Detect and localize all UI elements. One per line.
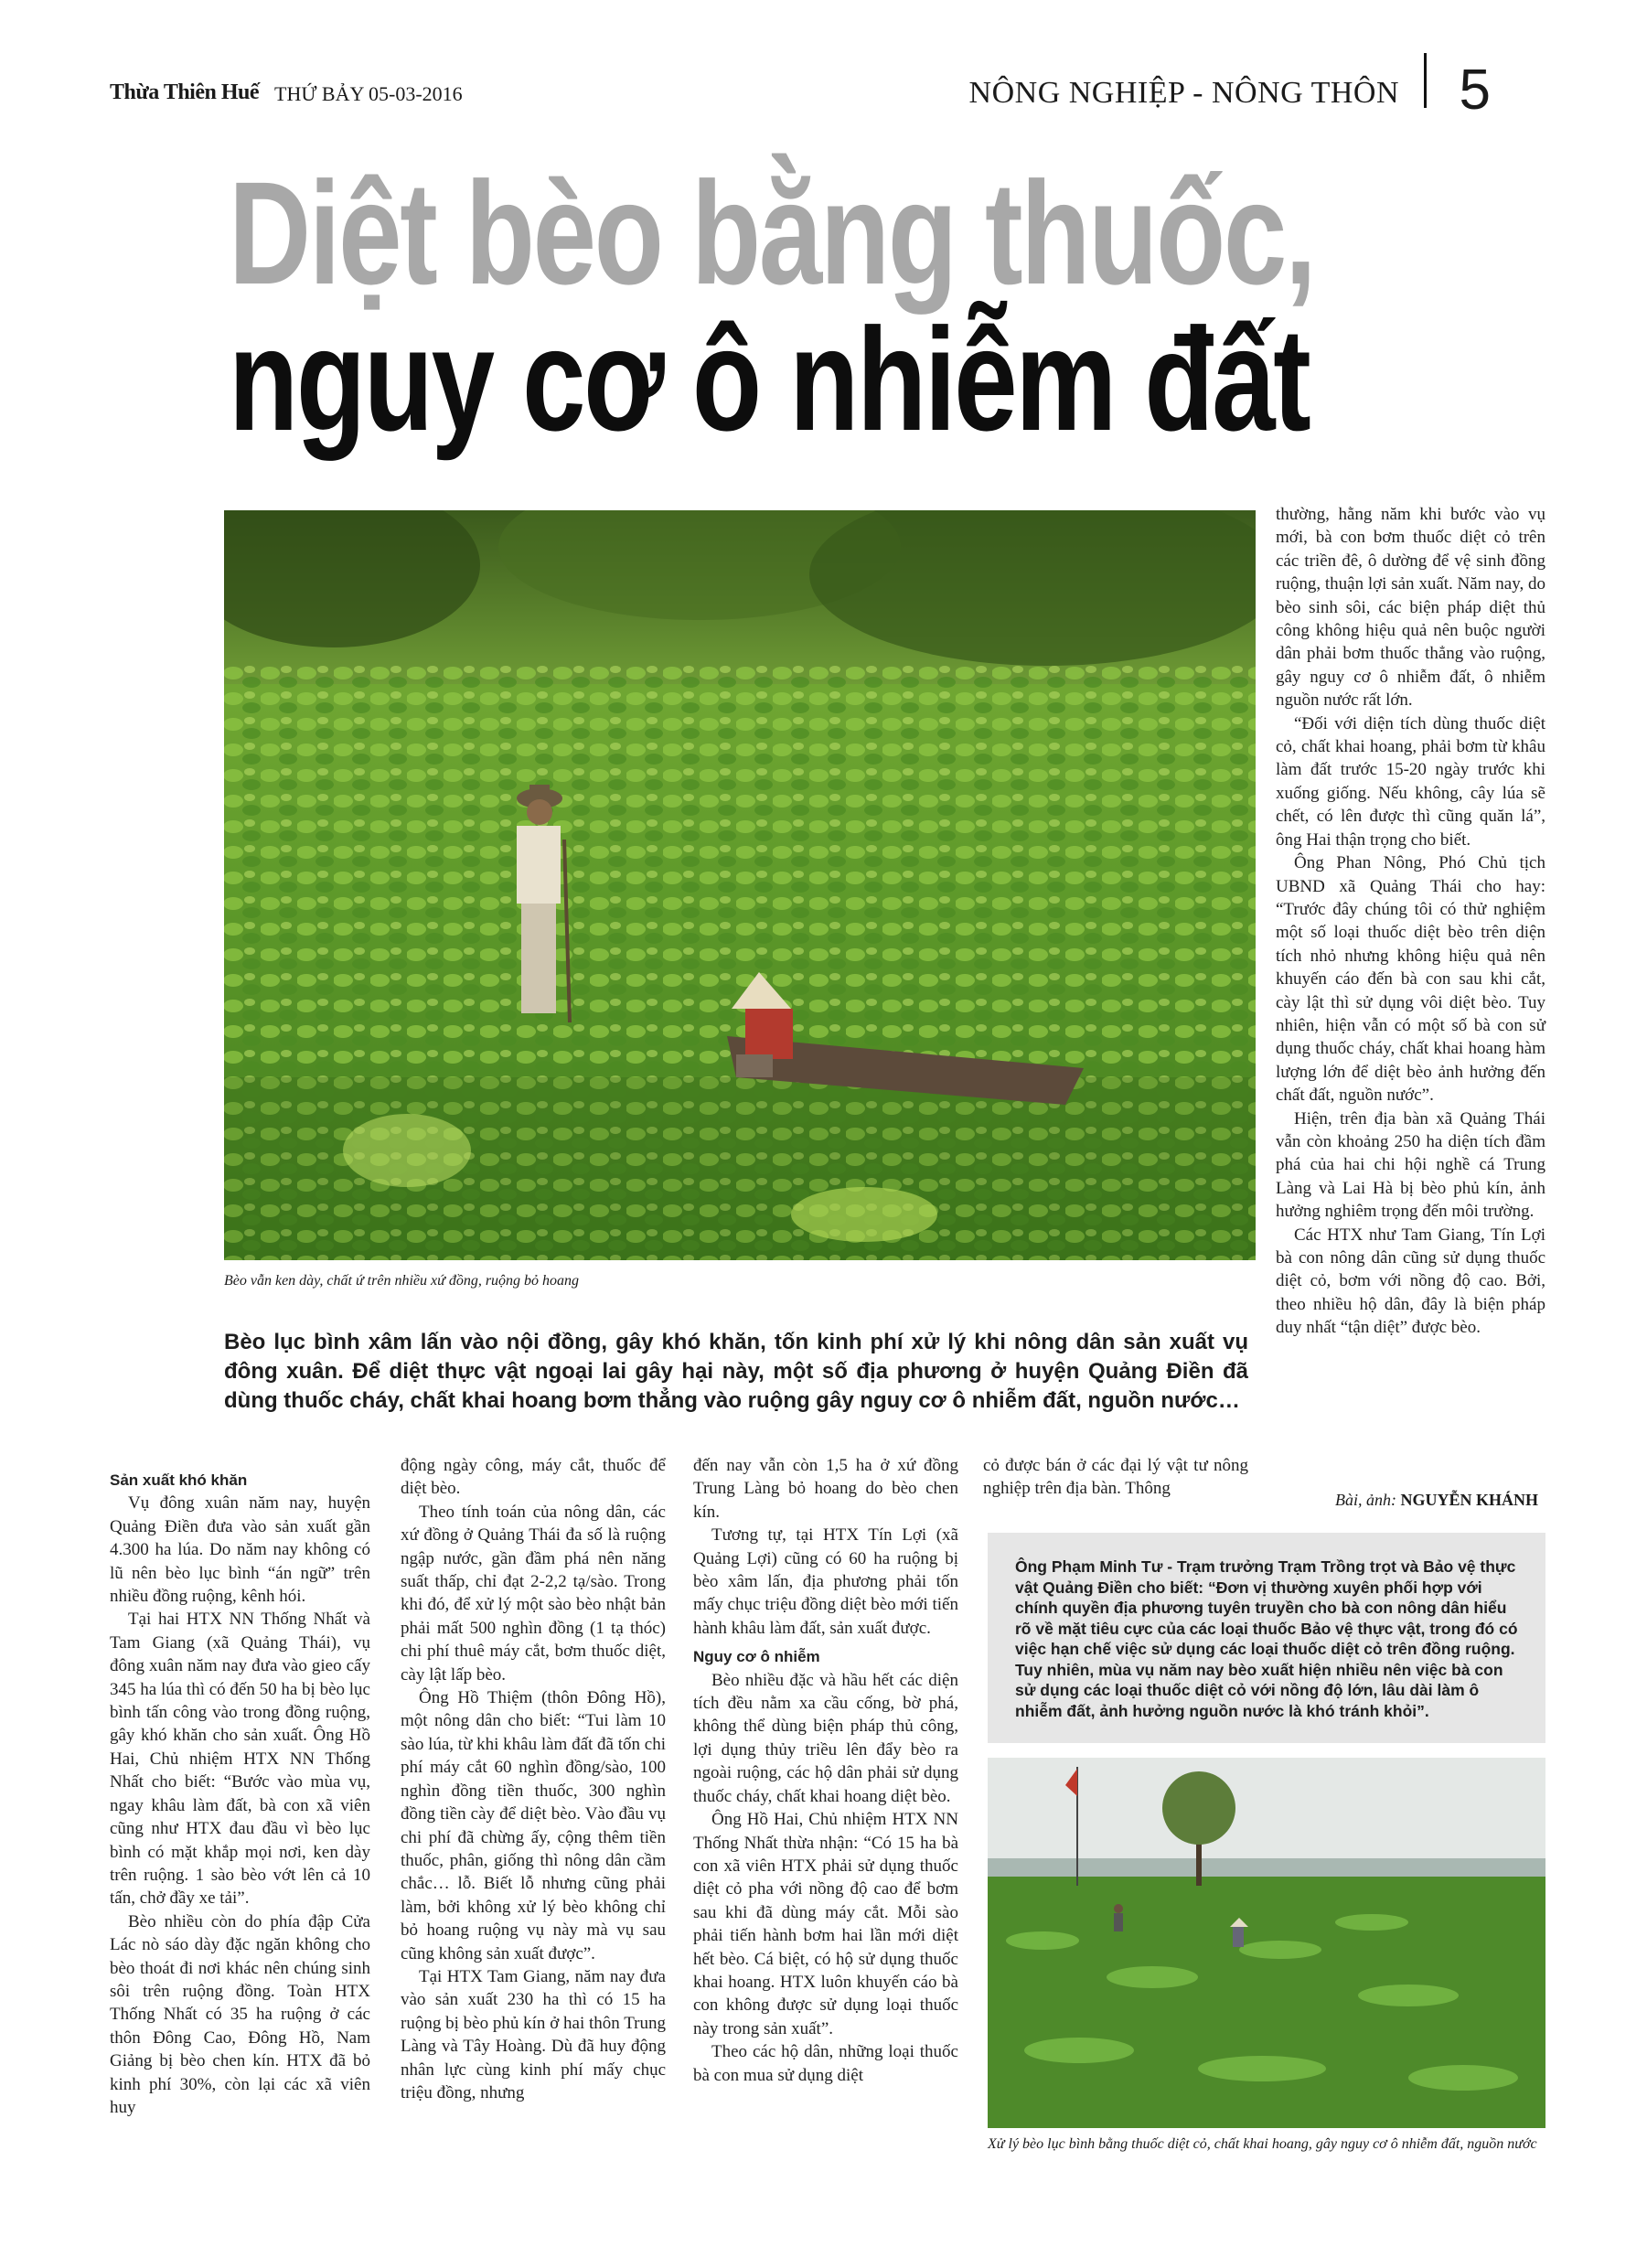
secondary-photo bbox=[988, 1758, 1545, 2128]
byline-author: NGUYỄN KHÁNH bbox=[1400, 1491, 1539, 1509]
headline bbox=[229, 151, 1315, 461]
paragraph: Bèo nhiều còn do phía đập Cửa Lác nò sáo dày đặc ngăn không cho bèo thoát đi nơi khác nên chúng sinh sôi trên ruộng đồng. Toàn HTX Thống Nhất có 35 ha ruộng ở các thôn Đông Cao, Đông Hồ, Nam Giảng bị bèo chen kín. HTX đã bỏ kinh phí 30%, còn lại các xã viên huy bbox=[110, 1911, 370, 2117]
paragraph: thường, hằng năm khi bước vào vụ mới, bà con bơm thuốc diệt cỏ trên các triền đê, ô dường để vệ sinh đồng ruộng, thuận lợi sản xuất. Năm nay, do bèo sinh sôi, các biện pháp diệt thủ công không hiệu quả nên buộc người dân phải bơm thuốc thẳng vào ruộng, gây nguy cơ ô nhiễm đất, ô nhiễm nguồn nước rất lớn. bbox=[1276, 505, 1545, 711]
issue-date: THỨ BẢY 05-03-2016 bbox=[274, 82, 463, 105]
quote-box: Ông Phạm Minh Tư - Trạm trưởng Trạm Trồng trọt và Bảo vệ thực vật Quảng Điền cho biết: “Đơn vị thường xuyên phối hợp với chính quyền địa phương tuyên truyền cho bà con nông dân hiểu rõ về mặt tiêu cực của các loại thuốc Bảo vệ thực vật, trong đó có việc hạn chế việc sử dụng các loại thuốc diệt cỏ trên đồng ruộng. Tuy nhiên, mùa vụ năm nay bèo xuất hiện nhiều nên việc bà con sử dụng các loại thuốc diệt cỏ với nồng độ lớn, lâu dài làm ô nhiễm đất, ảnh hưởng nguồn nước là khó tránh khỏi”. bbox=[988, 1533, 1545, 1743]
subhead-difficulty: Sản xuất khó khăn bbox=[110, 1471, 248, 1489]
paragraph: Tương tự, tại HTX Tín Lợi (xã Quảng Lợi) cũng có 60 ha ruộng bị bèo xâm lấn, địa phương phải tốn mấy chục triệu đồng diệt bèo mới tiến hành khâu làm đất, sản xuất được. bbox=[693, 1525, 958, 1638]
paragraph: Ông Phan Nông, Phó Chủ tịch UBND xã Quảng Thái cho hay: “Trước đây chúng tôi có thử nghiệm một số loại thuốc diệt bèo trên diện tích nhỏ nhưng không hiệu quả nên khuyến cáo đến bà con sau khi cắt, cày lật thì sử dụng vôi diệt bèo. Tuy nhiên, hiện vẫn có một số bà con sử dụng thuốc cháy, chất khai hoang hàm lượng lớn để diệt bèo ảnh hưởng đến chất đất, nguồn nước”. bbox=[1276, 853, 1545, 1106]
main-photo bbox=[224, 510, 1256, 1260]
byline-prefix: Bài, ảnh: bbox=[1335, 1491, 1396, 1509]
spraying-field-image bbox=[988, 1758, 1545, 2128]
paragraph: cỏ được bán ở các đại lý vật tư nông nghiệp trên địa bàn. Thông bbox=[983, 1456, 1248, 1499]
subhead-pollution-risk: Nguy cơ ô nhiễm bbox=[693, 1648, 820, 1666]
secondary-photo-caption: Xử lý bèo lục bình bằng thuốc diệt cỏ, chất khai hoang, gây nguy cơ ô nhiễm đất, nguồn nước bbox=[988, 2136, 1537, 2152]
water-hyacinth-field-image bbox=[224, 510, 1256, 1260]
paragraph: đến nay vẫn còn 1,5 ha ở xứ đồng Trung Làng bỏ hoang do bèo chen kín. bbox=[693, 1456, 958, 1522]
headline-line-1: Diệt bèo bằng thuốc, bbox=[229, 151, 1315, 315]
article-column-4 bbox=[983, 1454, 1248, 1501]
article-column-3 bbox=[693, 1454, 958, 2087]
paragraph: Bèo nhiều đặc và hầu hết các diện tích đều nằm xa cầu cống, bờ phá, không thể dùng biện pháp thủ công, lợi dụng thủy triều lên đẩy bèo ra ngoài ruộng, các hộ dân phải sử dụng thuốc cháy, chất khai hoang diệt bèo. bbox=[693, 1670, 958, 1806]
byline bbox=[1335, 1491, 1538, 1510]
paragraph: Ông Hồ Hai, Chủ nhiệm HTX NN Thống Nhất thừa nhận: “Có 15 ha bà con xã viên HTX phải sử dụng thuốc diệt cỏ pha với nồng độ cao để bơm sau khi đã dùng máy cắt. Mỗi sào phải tiến hành bơm hai lần mới diệt hết bèo. Cá biệt, có hộ sử dụng thuốc khai hoang. HTX luôn khuyến cáo bà con không được sử dụng loại thuốc này trong sản xuất”. bbox=[693, 1810, 958, 2038]
section-title: NÔNG NGHIỆP - NÔNG THÔN bbox=[968, 76, 1399, 110]
article-column-1 bbox=[110, 1463, 370, 2119]
article-column-right bbox=[1276, 503, 1545, 1340]
paragraph: động ngày công, máy cắt, thuốc để diệt bèo. bbox=[401, 1456, 666, 1499]
masthead: Thừa Thiên Huế bbox=[110, 80, 260, 104]
paragraph: Vụ đông xuân năm nay, huyện Quảng Điền đưa vào sản xuất gần 4.300 ha lúa. Do năm nay không có lũ nên bèo lục bình “án ngữ” trên nhiều đồng ruộng, kênh hói. bbox=[110, 1493, 370, 1607]
paragraph: Tại hai HTX NN Thống Nhất và Tam Giang (xã Quảng Thái), vụ đông xuân năm nay đưa vào gieo cấy 345 ha lúa thì có đến 50 ha bị bèo lục bình tấn công vào trong đồng ruộng, gây khó khăn cho sản xuất. Ông Hồ Hai, Chủ nhiệm HTX NN Thống Nhất cho biết: “Bước vào mùa vụ, ngay khâu làm đất, bà con xã viên cũng như HTX đau đầu vì bèo lục bình có mặt khắp mọi nơi, ken dày trên ruộng. 1 sào bèo vớt lên cả 10 tấn, chở đầy xe tải”. bbox=[110, 1610, 370, 1909]
article-column-2 bbox=[401, 1454, 666, 2104]
page-number: 5 bbox=[1459, 59, 1491, 122]
paragraph: Theo tính toán của nông dân, các xứ đồng ở Quảng Thái đa số là ruộng ngập nước, gần đầm phá nên năng suất thấp, chỉ đạt 2-2,2 tạ/sào. Trong khi đó, để xử lý một sào bèo nhật bản phải mất 500 nghìn đồng (1 tạ thóc) chi phí thuê máy cắt, bơm thuốc diệt, cày lật lấp bèo. bbox=[401, 1502, 666, 1685]
lead-paragraph: Bèo lục bình xâm lấn vào nội đồng, gây khó khăn, tốn kinh phí xử lý khi nông dân sản xuất vụ đông xuân. Để diệt thực vật ngoại lai gây hại này, một số địa phương ở huyện Quảng Điền đã dùng thuốc cháy, chất khai hoang bơm thẳng vào ruộng gây nguy cơ ô nhiễm đất, nguồn nước… bbox=[224, 1330, 1248, 1413]
paragraph: “Đối với diện tích dùng thuốc diệt cỏ, chất khai hoang, phải bơm từ khâu làm đất trước 15-20 ngày trước khi xuống giống. Nếu không, cây lúa sẽ chết, có lên được thì cũng quăn lá”, ông Hai thận trọng cho biết. bbox=[1276, 713, 1545, 850]
main-photo-caption: Bèo vẫn ken dày, chất ứ trên nhiều xứ đồng, ruộng bỏ hoang bbox=[224, 1273, 580, 1289]
paragraph: Theo các hộ dân, những loại thuốc bà con mua sử dụng diệt bbox=[693, 2042, 958, 2085]
paragraph: Hiện, trên địa bàn xã Quảng Thái vẫn còn khoảng 250 ha diện tích đầm phá của hai chi hội nghề cá Trung Làng và Lai Hà bị bèo phủ kín, ảnh hưởng nghiêm trọng đến môi trường. bbox=[1276, 1108, 1545, 1222]
paragraph: Tại HTX Tam Giang, năm nay đưa vào sản xuất 230 ha thì có 15 ha ruộng bị bèo phủ kín ở hai thôn Trung Làng và Tây Hoàng. Dù đã huy động nhân lực cùng kinh phí mấy chục triệu đồng, nhưng bbox=[401, 1966, 666, 2102]
paragraph: Các HTX như Tam Giang, Tín Lợi bà con nông dân cũng sử dụng thuốc diệt cỏ, bơm với nồng độ cao. Bởi, theo nhiều hộ dân, đây là biện pháp duy nhất “tận diệt” được bèo. bbox=[1276, 1225, 1545, 1338]
headline-line-2: nguy cơ ô nhiễm đất bbox=[229, 297, 1310, 461]
paragraph: Ông Hồ Thiệm (thôn Đông Hồ), một nông dân cho biết: “Tui làm 10 sào lúa, từ khi khâu làm đất đã tốn chi phí máy cắt 60 nghìn đồng/sào, 100 nghìn đồng tiền thuốc, 300 nghìn đồng tiền cày để diệt bèo. Vào đầu vụ chi phí đã chừng ấy, cộng thêm tiền thuốc, phân, giống thì nông dân cầm chắc… lỗ. Biết lỗ nhưng cũng phải làm, bởi không xử lý bèo không chỉ bỏ hoang ruộng vụ này mà vụ sau cũng không sản xuất được”. bbox=[401, 1688, 666, 1963]
header-divider bbox=[1424, 53, 1427, 108]
page-header bbox=[110, 59, 1555, 122]
